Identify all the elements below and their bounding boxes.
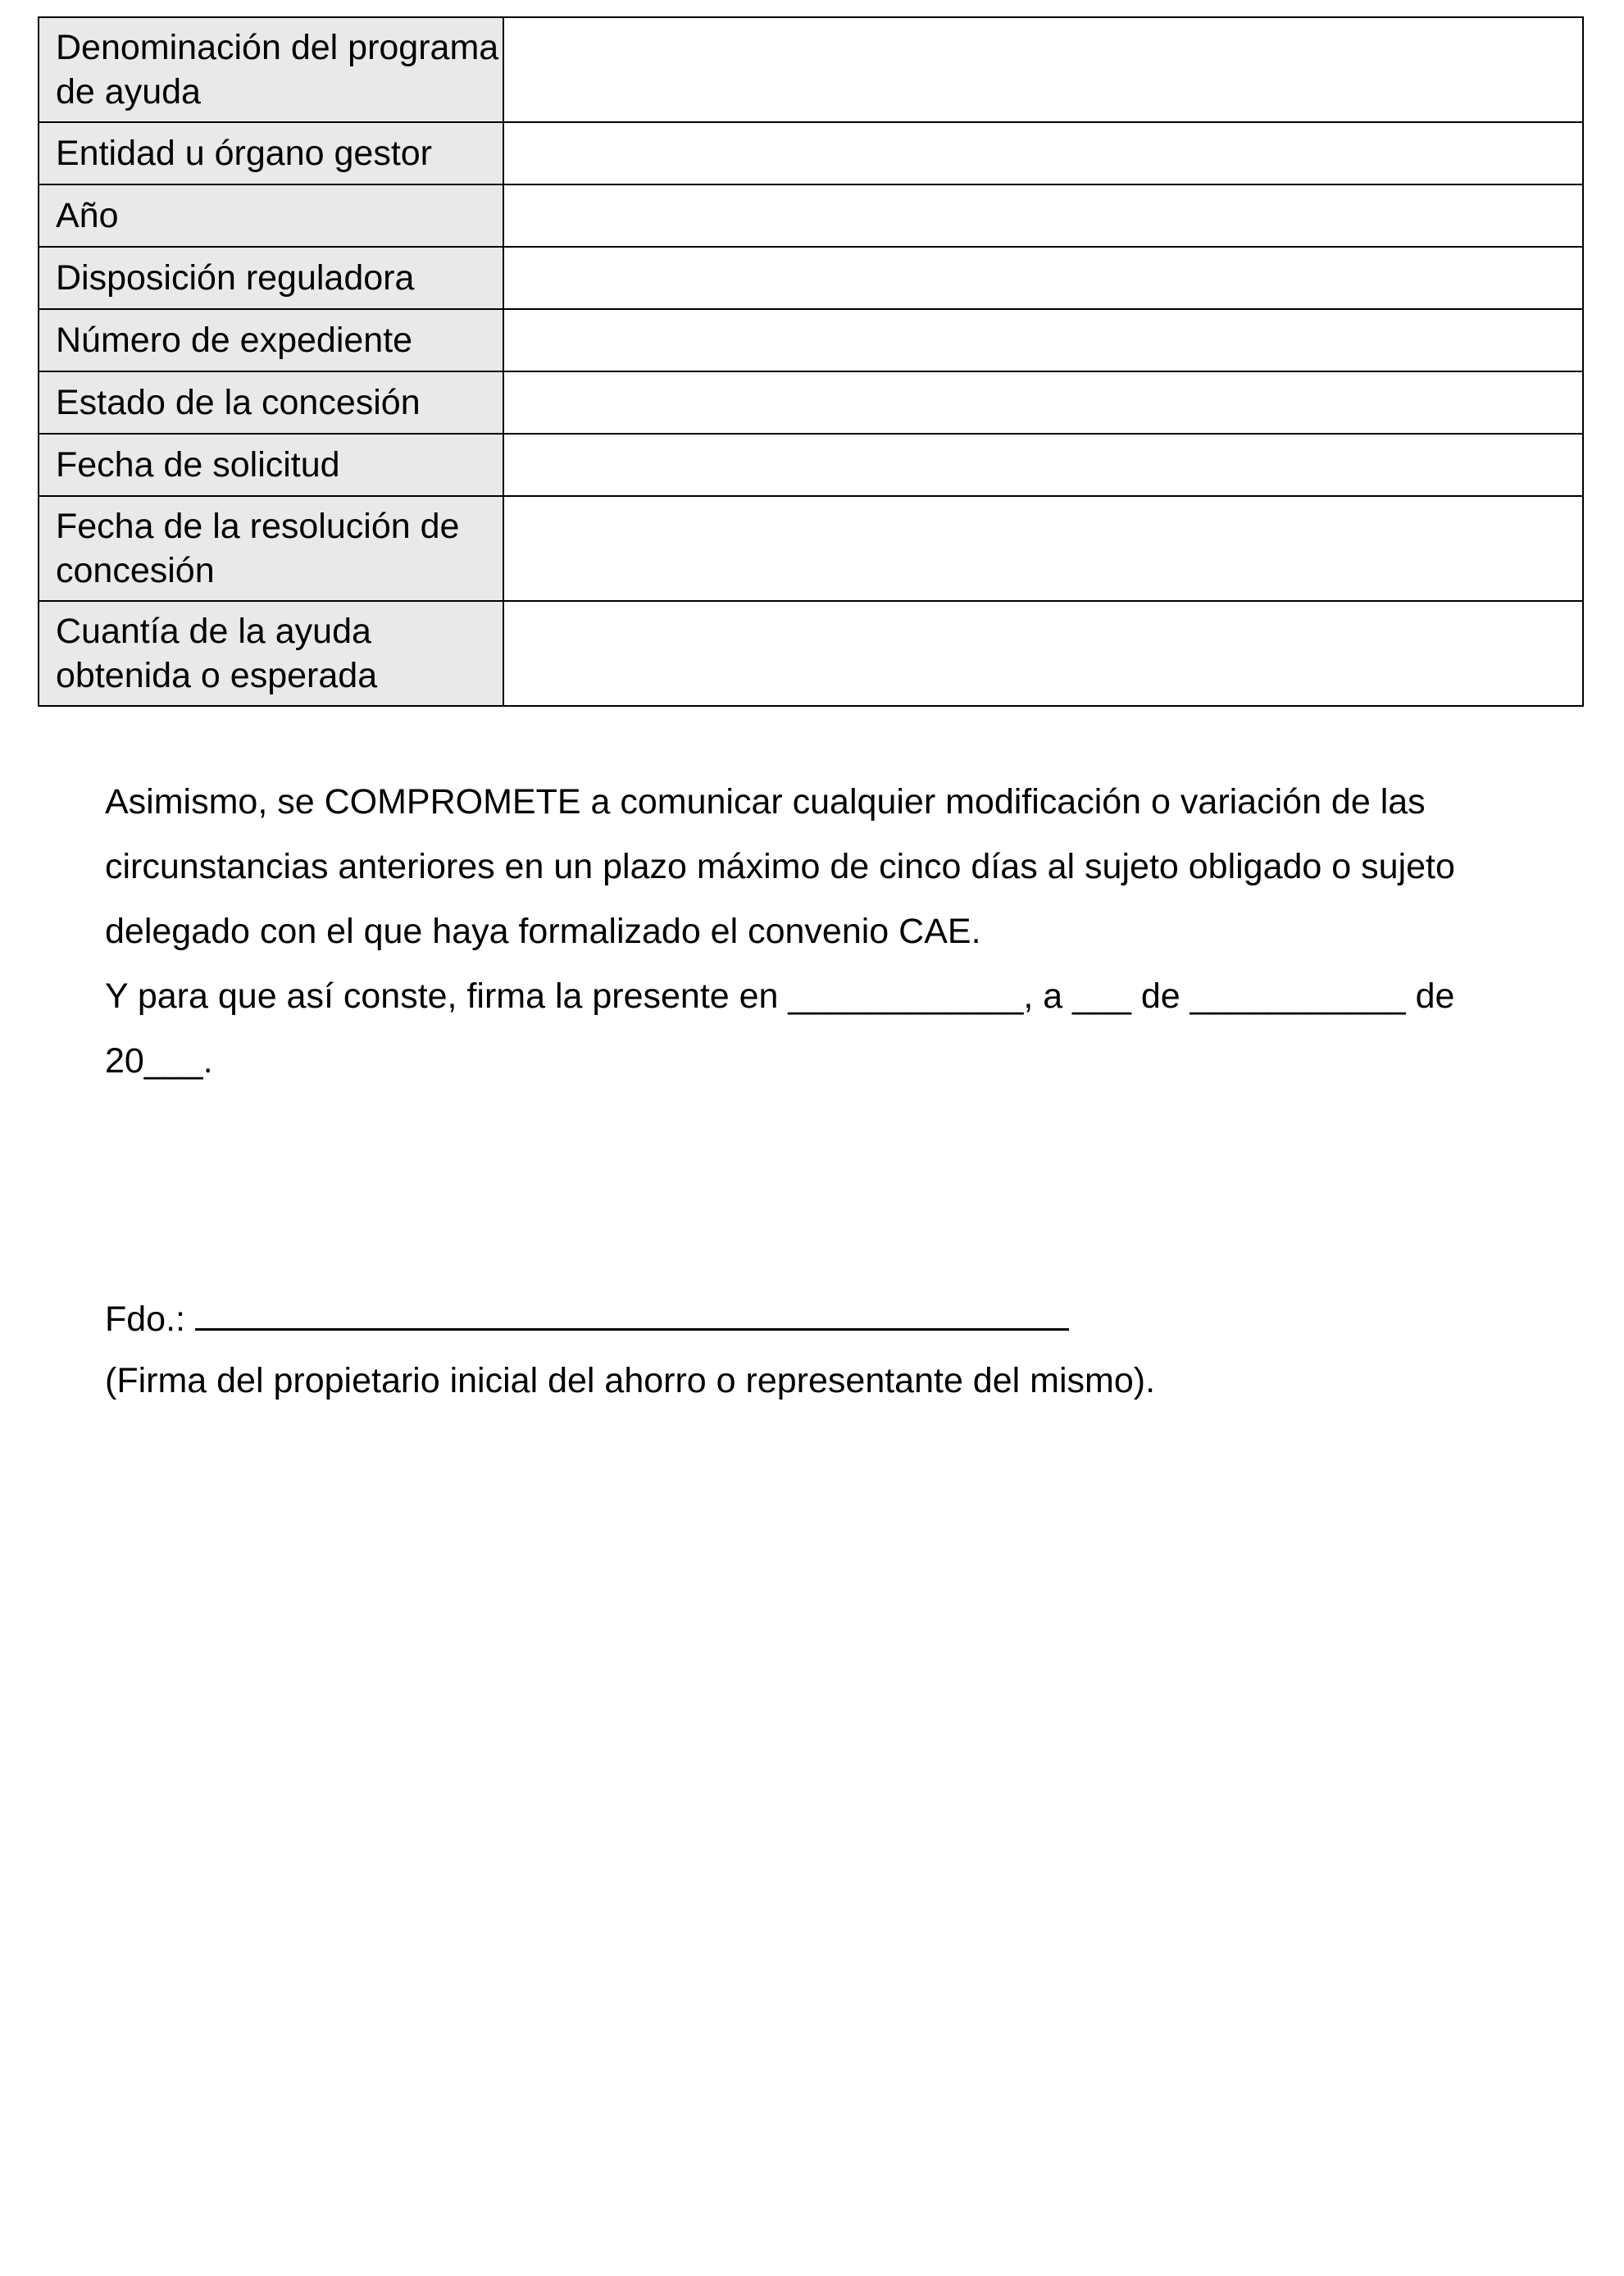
row-label-application-date: Fecha de solicitud bbox=[39, 434, 503, 496]
table-row bbox=[39, 601, 1583, 706]
table-row bbox=[39, 247, 1583, 309]
table-row bbox=[39, 309, 1583, 371]
table-row bbox=[39, 496, 1583, 601]
row-value-application-date[interactable] bbox=[503, 434, 1583, 496]
signature-block bbox=[105, 1289, 1564, 1412]
row-value-aid-amount[interactable] bbox=[503, 601, 1583, 706]
signature-line[interactable] bbox=[195, 1297, 1069, 1331]
row-label-regulation: Disposición reguladora bbox=[39, 247, 503, 309]
row-label-file-number: Número de expediente bbox=[39, 309, 503, 371]
aid-program-table bbox=[38, 16, 1584, 707]
table-row bbox=[39, 17, 1583, 122]
row-label-program-name: Denominación del programa de ayuda bbox=[39, 17, 503, 122]
table-row bbox=[39, 371, 1583, 434]
row-value-year[interactable] bbox=[503, 184, 1583, 247]
signing-place-date-paragraph: Y para que así conste, firma la presente en ____________, a ___ de ___________ de 20___. bbox=[105, 976, 1455, 1081]
signature-label: Fdo.: bbox=[105, 1300, 185, 1339]
row-label-year: Año bbox=[39, 184, 503, 247]
row-label-managing-entity: Entidad u órgano gestor bbox=[39, 122, 503, 184]
row-label-aid-amount: Cuantía de la ayuda obtenida o esperada bbox=[39, 601, 503, 706]
row-value-resolution-date[interactable] bbox=[503, 496, 1583, 601]
commitment-text bbox=[105, 770, 1564, 1094]
table-row bbox=[39, 434, 1583, 496]
row-value-regulation[interactable] bbox=[503, 247, 1583, 309]
row-label-resolution-date: Fecha de la resolución de concesión bbox=[39, 496, 503, 601]
row-value-grant-status[interactable] bbox=[503, 371, 1583, 434]
table-row bbox=[39, 122, 1583, 184]
signature-line-row bbox=[105, 1289, 1564, 1350]
row-value-program-name[interactable] bbox=[503, 17, 1583, 122]
row-value-managing-entity[interactable] bbox=[503, 122, 1583, 184]
row-value-file-number[interactable] bbox=[503, 309, 1583, 371]
signature-caption: (Firma del propietario inicial del ahorro o representante del mismo). bbox=[105, 1361, 1156, 1400]
row-label-grant-status: Estado de la concesión bbox=[39, 371, 503, 434]
commitment-paragraph: Asimismo, se COMPROMETE a comunicar cualquier modificación o variación de las circunstancias anteriores en un plazo máximo de cinco días al sujeto obligado o sujeto delegado con el que haya formalizado el convenio CAE. bbox=[105, 782, 1455, 951]
table-row bbox=[39, 184, 1583, 247]
